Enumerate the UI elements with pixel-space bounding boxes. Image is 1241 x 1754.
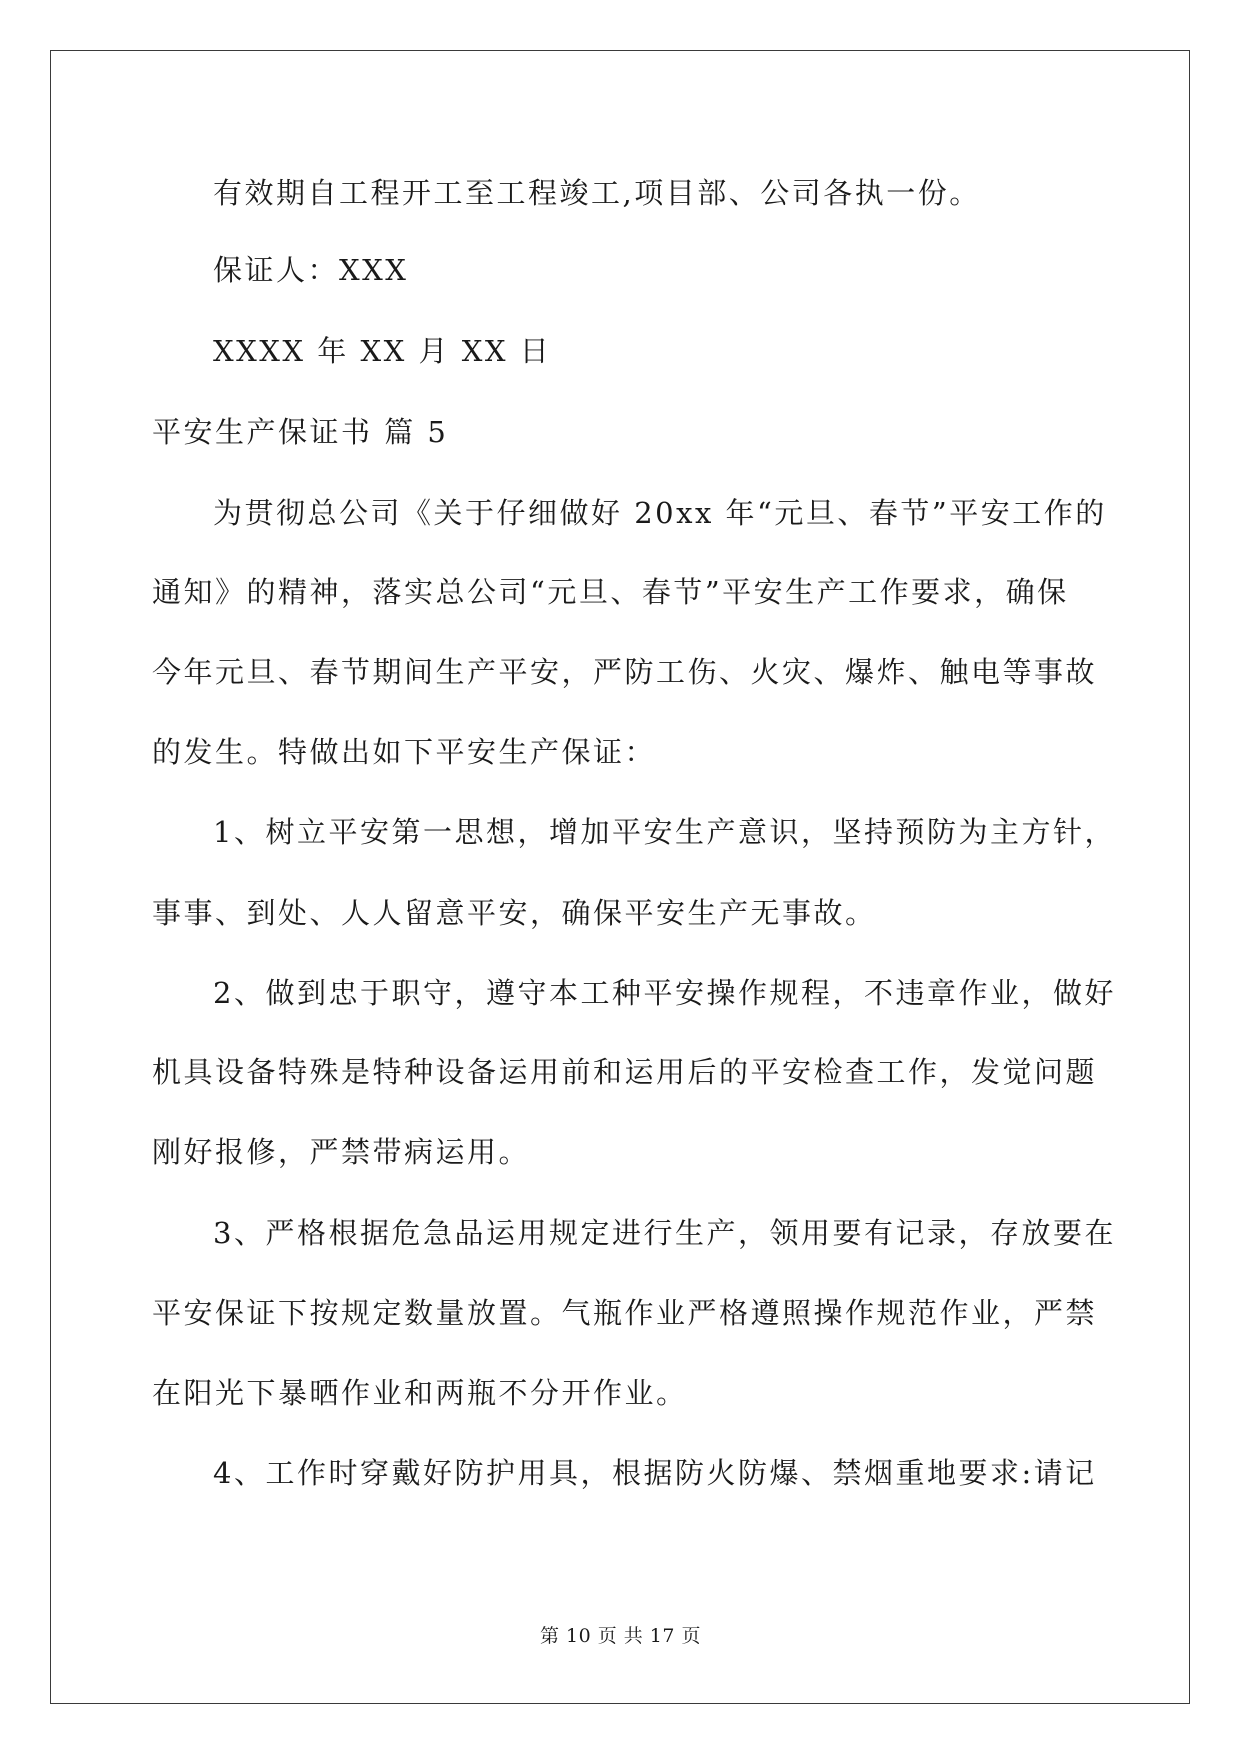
text-line: 为贯彻总公司《关于仔细做好 20xx 年“元旦、春节”平安工作的 [213, 496, 1107, 530]
text-line: 2、做到忠于职守，遵守本工种平安操作规程，不违章作业，做好 [213, 976, 1116, 1010]
text-line: 事事、到处、人人留意平安，确保平安生产无事故。 [152, 896, 877, 930]
text-line: 通知》的精神，落实总公司“元旦、春节”平安生产工作要求，确保 [152, 575, 1069, 609]
text-line: 今年元旦、春节期间生产平安，严防工伤、火灾、爆炸、触电等事故 [152, 655, 1098, 689]
section-heading: 平安生产保证书 篇 5 [152, 415, 449, 449]
text-line: 1、树立平安第一思想，增加平安生产意识，坚持预防为主方针， [213, 815, 1116, 849]
text-line: 的发生。特做出如下平安生产保证： [152, 735, 657, 769]
text-line: 3、严格根据危急品运用规定进行生产，领用要有记录，存放要在 [213, 1216, 1116, 1250]
text-line: 4、工作时穿戴好防护用具，根据防火防爆、禁烟重地要求:请记 [213, 1456, 1097, 1490]
text-line: 有效期自工程开工至工程竣工,项目部、公司各执一份。 [213, 176, 981, 210]
text-line: 平安保证下按规定数量放置。气瓶作业严格遵照操作规范作业，严禁 [152, 1296, 1098, 1330]
text-line: XXXX 年 XX 月 XX 日 [213, 334, 552, 368]
text-line: 刚好报修，严禁带病运用。 [152, 1135, 531, 1169]
page-number: 第 10 页 共 17 页 [539, 1625, 702, 1647]
text-line: 机具设备特殊是特种设备运用前和运用后的平安检查工作，发觉问题 [152, 1055, 1098, 1089]
text-line: 在阳光下暴晒作业和两瓶不分开作业。 [152, 1376, 688, 1410]
text-line: 保证人：XXX [213, 253, 409, 287]
